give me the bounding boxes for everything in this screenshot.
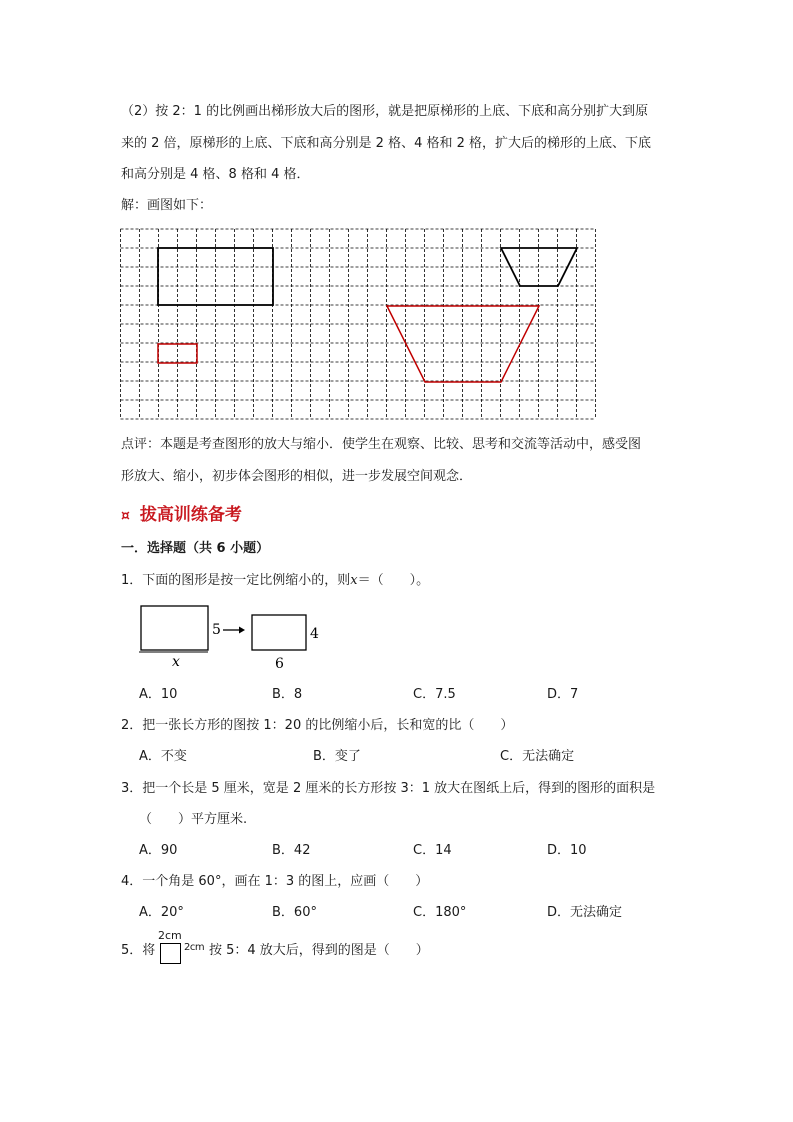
section-title-text: 拔高训练备考 <box>139 505 242 525</box>
q1-label-5: 5 <box>212 622 221 638</box>
q1-option-c[interactable]: C．7.5 <box>413 687 456 702</box>
q5-label-side: 2cm <box>184 942 205 953</box>
comment-line-2: 形放大、缩小，初步体会图形的相似，进一步发展空间观念． <box>121 469 473 484</box>
q1-option-a[interactable]: A．10 <box>139 687 178 702</box>
solution-line-3: 和高分别是 4 格、8 格和 4 格． <box>121 167 310 182</box>
q3-stem-line-1: 3．把一个长是 5 厘米，宽是 2 厘米的长方形按 3：1 放大在图纸上后，得到的图形的面积是 <box>121 781 656 796</box>
q1-option-b[interactable]: B．8 <box>272 687 303 702</box>
q4-option-b[interactable]: B．60° <box>272 905 317 920</box>
section-mark-icon: ¤ <box>121 508 130 524</box>
q1-large-rectangle <box>141 606 208 650</box>
q3-stem-line-2: （ ）平方厘米. <box>139 812 248 827</box>
comment-line-1: 点评：本题是考查图形的放大与缩小．使学生在观察、比较、思考和交流等活动中，感受图 <box>121 437 642 452</box>
q4-option-c[interactable]: C．180° <box>413 905 467 920</box>
q2-stem: 2．把一张长方形的图按 1：20 的比例缩小后，长和宽的比（ ） <box>121 718 514 733</box>
q1-label-4: 4 <box>310 626 319 642</box>
q2-option-a[interactable]: A．不变 <box>139 749 187 764</box>
q5-square <box>160 943 181 964</box>
q2-option-c[interactable]: C．无法确定 <box>500 749 575 764</box>
q1-label-6: 6 <box>275 656 284 672</box>
q1-stem-end: ＝（ ）。 <box>357 573 430 588</box>
section-title <box>121 500 242 525</box>
q3-option-b[interactable]: B．42 <box>272 843 311 858</box>
part-heading: 一．选择题（共 6 小题） <box>121 541 270 556</box>
q1-small-rectangle <box>252 615 306 650</box>
q1-figure <box>135 602 335 672</box>
solution-line-2: 来的 2 倍，原梯形的上底、下底和高分别是 2 格、4 格和 2 格，扩大后的梯形的上底、下底 <box>121 136 652 151</box>
q1-label-x: x <box>172 654 180 670</box>
q5-stem-end: 按 5：4 放大后，得到的图是（ ） <box>209 943 429 958</box>
solution-line-4: 解：画图如下： <box>121 198 213 213</box>
q3-option-c[interactable]: C．14 <box>413 843 452 858</box>
grid-drawing <box>120 228 600 422</box>
q5-label-top: 2cm <box>158 929 182 942</box>
q4-stem: 4．一个角是 60°，画在 1：3 的图上，应画（ ） <box>121 874 429 889</box>
q4-option-a[interactable]: A．20° <box>139 905 184 920</box>
q1-stem-text: 1．下面的图形是按一定比例缩小的，则 <box>121 573 351 588</box>
q2-option-b[interactable]: B．变了 <box>313 749 361 764</box>
solution-line-1: （2）按 2：1 的比例画出梯形放大后的图形，就是把原梯形的上底、下底和高分别扩大到原 <box>121 104 649 119</box>
q3-option-a[interactable]: A．90 <box>139 843 178 858</box>
q5-stem-start: 5．将 <box>121 943 156 958</box>
q3-option-d[interactable]: D．10 <box>547 843 587 858</box>
q4-option-d[interactable]: D．无法确定 <box>547 905 623 920</box>
q1-arrow-head-icon <box>239 627 245 634</box>
q1-stem <box>121 573 429 589</box>
q1-option-d[interactable]: D．7 <box>547 687 579 702</box>
q1-variable: x <box>350 573 358 588</box>
red-trapezoid <box>387 306 539 382</box>
